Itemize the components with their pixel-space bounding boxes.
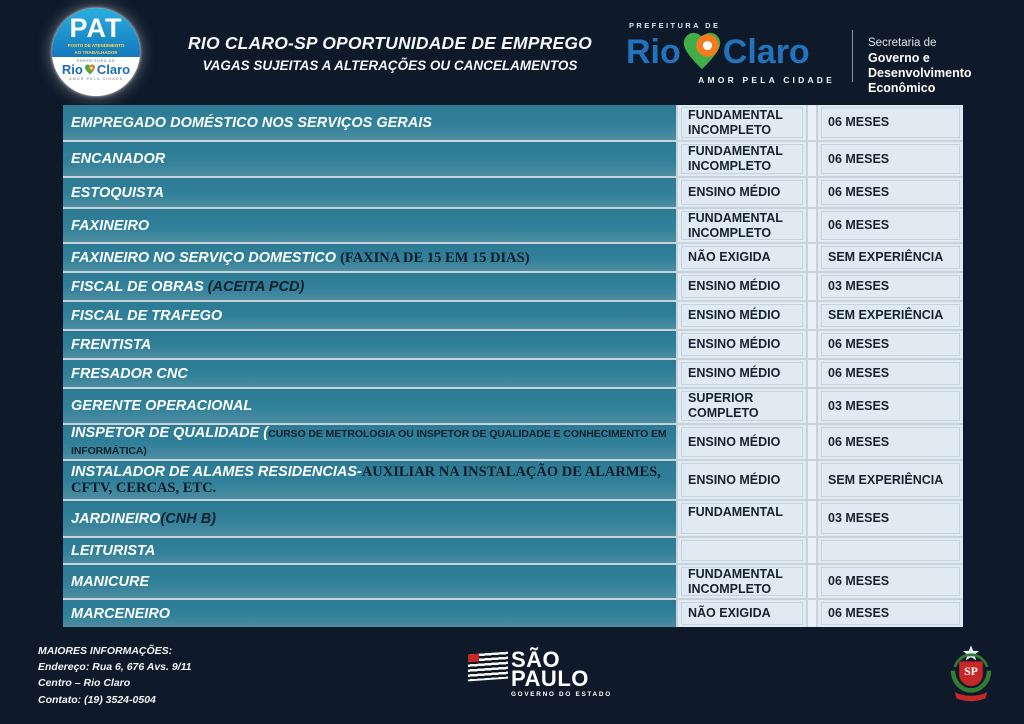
education-cell [678,302,806,329]
job-title: FRENTISTA [71,336,152,353]
table-row [63,565,963,598]
job-line [71,398,252,414]
job-cell [63,461,676,499]
experience-value: 06 MESES [821,427,960,457]
table-row [63,360,963,387]
jobs-table [63,105,963,627]
experience-value: 06 MESES [821,602,960,625]
education-value: NÃO EXIGIDA [681,602,803,625]
experience-cell [818,565,963,598]
experience-cell [818,360,963,387]
table-row [63,302,963,329]
job-cell [63,105,676,140]
job-cell [63,425,676,459]
table-row [63,105,963,140]
column-spacer [808,565,816,598]
contact-info-title: MAIORES INFORMAÇÕES: [38,644,173,657]
job-line [71,308,222,324]
column-spacer [808,273,816,300]
education-cell [678,389,806,423]
job-line [71,115,432,131]
education-value: ENSINO MÉDIO [681,427,803,457]
job-cell [63,501,676,536]
job-cell [63,360,676,387]
education-cell [678,600,806,627]
job-line [71,511,216,527]
coat-of-arms-icon [944,645,998,707]
education-cell [678,461,806,499]
education-value: FUNDAMENTAL INCOMPLETO [681,107,803,138]
pat-logo [52,8,140,96]
job-title: ESTOQUISTA [71,184,164,201]
pat-logo-subtitle-1: POSTO DE ATENDIMENTO [67,43,125,48]
experience-cell [818,178,963,207]
education-cell [678,178,806,207]
job-note: AUXILIAR NA INSTALAÇÃO DE ALARMES, CFTV, CERCAS, ETC. [71,464,661,496]
experience-cell [818,273,963,300]
education-value: ENSINO MÉDIO [681,463,803,497]
education-value: ENSINO MÉDIO [681,275,803,298]
table-row [63,209,963,242]
experience-value: 06 MESES [821,144,960,174]
column-spacer [808,209,816,242]
experience-value: 06 MESES [821,567,960,596]
secretaria-line2: Governo e Desenvolvimento [868,50,972,80]
pat-rio-claro-wordmark [52,63,140,76]
experience-cell [818,600,963,627]
contact-phone: Contato: (19) 3524-0504 [38,693,156,706]
job-cell [63,302,676,329]
education-cell [678,273,806,300]
header-divider [852,30,853,82]
experience-value: 06 MESES [821,333,960,356]
experience-cell [818,244,963,271]
job-title: INSPETOR DE QUALIDADE ( [71,425,269,441]
table-row [63,273,963,300]
job-cell [63,331,676,358]
column-spacer [808,244,816,271]
job-cell [63,244,676,271]
education-value: NÃO EXIGIDA [681,246,803,269]
sao-paulo-coat-of-arms [944,645,998,712]
job-title: EMPREGADO DOMÉSTICO NOS SERVIÇOS GERAIS [71,114,432,131]
table-row [63,389,963,423]
education-value: ENSINO MÉDIO [681,333,803,356]
education-cell [678,360,806,387]
flag-canton [468,653,479,662]
education-cell [678,501,806,536]
sp-line2: PAULO [511,666,589,692]
experience-value: 03 MESES [821,275,960,298]
education-value: ENSINO MÉDIO [681,362,803,385]
education-cell [678,244,806,271]
table-row [63,331,963,358]
table-row [63,461,963,499]
job-title: FAXINEIRO NO SERVIÇO DOMESTICO [71,249,341,266]
job-cell [63,389,676,423]
column-spacer [808,461,816,499]
job-line [71,279,304,295]
education-cell [678,331,806,358]
contact-address: Endereço: Rua 6, 676 Avs. 9/11 [38,661,192,674]
table-row [63,600,963,627]
column-spacer [808,105,816,140]
pat-logo-bottom [52,57,140,96]
pat-logo-top [52,8,140,57]
sao-paulo-gov-text [511,646,612,699]
table-row [63,142,963,176]
column-spacer [808,178,816,207]
pat-tagline: AMOR PELA CIDADE [68,77,124,82]
experience-cell [818,389,963,423]
page-title: RIO CLARO-SP OPORTUNIDADE DE EMPREGO [188,33,592,53]
education-value: ENSINO MÉDIO [681,304,803,327]
job-cell [63,273,676,300]
experience-value: 06 MESES [821,107,960,138]
job-line [71,366,188,382]
job-title: FRESADOR CNC [71,365,188,382]
job-title: GERENTE OPERACIONAL [71,398,253,414]
svg-text:SP: SP [964,665,978,679]
experience-value: 06 MESES [821,211,960,240]
education-cell [678,538,806,563]
pat-logo-title: PAT [69,13,123,43]
column-spacer [808,302,816,329]
job-line [71,574,149,590]
job-line [71,151,165,167]
job-title: ENCANADOR [71,151,166,167]
table-row [63,501,963,536]
job-cell [63,565,676,598]
experience-cell [818,425,963,459]
job-cell [63,178,676,207]
column-spacer [808,360,816,387]
education-value: FUNDAMENTAL INCOMPLETO [681,144,803,174]
job-line [71,543,155,559]
job-title: FISCAL DE TRAFEGO [71,307,223,324]
rio-text: Rio [626,33,681,71]
contact-district: Centro – Rio Claro [38,677,131,690]
experience-value: 06 MESES [821,180,960,205]
job-line [71,606,170,622]
job-cell [63,538,676,563]
experience-value [821,540,960,561]
secretaria-line3: Econômico [868,80,936,95]
job-cell [63,600,676,627]
job-note: (ACEITA PCD) [207,278,305,295]
prefeitura-logo [626,21,841,85]
pat-prefeitura-label: PREFEITURA DE [76,59,116,64]
education-value: FUNDAMENTAL INCOMPLETO [681,567,803,596]
column-spacer [808,389,816,423]
experience-cell [818,142,963,176]
job-line [71,425,670,459]
job-line [71,185,164,201]
sp-line1: SÃO [511,646,561,672]
education-value: SUPERIOR COMPLETO [681,391,803,421]
experience-cell [818,461,963,499]
job-title: FAXINEIRO [71,217,150,234]
education-cell [678,209,806,242]
experience-cell [818,302,963,329]
heart-pin-icon [84,64,96,75]
job-line [71,218,149,234]
table-row [63,538,963,563]
pat-rio-text: Rio [61,62,83,78]
job-title: MANICURE [71,573,150,590]
job-cell [63,142,676,176]
job-cell [63,209,676,242]
prefeitura-tagline: AMOR PELA CIDADE [698,75,835,85]
experience-cell [818,331,963,358]
table-row [63,178,963,207]
pat-logo-subtitle-2: AO TRABALHADOR [74,49,118,55]
experience-value: SEM EXPERIÊNCIA [821,304,960,327]
page-subtitle: VAGAS SUJEITAS A ALTERAÇÕES OU CANCELAMENTOS [202,58,578,73]
experience-cell [818,209,963,242]
education-cell [678,425,806,459]
education-value: ENSINO MÉDIO [681,180,803,205]
column-spacer [808,538,816,563]
sao-paulo-gov-logo [468,646,612,699]
column-spacer [808,142,816,176]
experience-cell [818,538,963,563]
education-value: FUNDAMENTAL INCOMPLETO [681,211,803,240]
prefeitura-label: PREFEITURA DE [629,21,721,30]
heart-pin-icon [679,31,725,71]
sp-line3: GOVERNO DO ESTADO [511,691,612,699]
column-spacer [808,331,816,358]
secretaria-block [868,37,1024,96]
pat-claro-text: Claro [96,62,131,78]
column-spacer [808,600,816,627]
rio-claro-wordmark [626,31,841,73]
experience-value: 03 MESES [821,503,960,534]
job-title: FISCAL DE OBRAS [71,278,208,295]
job-note: CURSO DE METROLOGIA OU INSPETOR DE QUALIDADE E CONHECIMENTO EM INFORMÁTICA) [71,428,667,457]
column-spacer [808,425,816,459]
education-value: FUNDAMENTAL [681,503,803,534]
experience-cell [818,501,963,536]
experience-value: SEM EXPERIÊNCIA [821,463,960,497]
job-title: JARDINEIRO [71,510,161,527]
table-row [63,244,963,271]
job-line [71,250,530,266]
education-value [681,540,803,561]
table-row [63,425,963,459]
jobs-table-body [63,105,963,627]
experience-value: SEM EXPERIÊNCIA [821,246,960,269]
experience-value: 06 MESES [821,362,960,385]
secretaria-line1: Secretaria de [868,37,937,49]
experience-cell [818,105,963,140]
job-note: (FAXINA DE 15 EM 15 DIAS) [340,249,530,266]
education-cell [678,565,806,598]
education-cell [678,105,806,140]
job-title: INSTALADOR DE ALAMES RESIDENCIAS- [71,464,362,480]
claro-text: Claro [722,33,810,71]
job-title: MARCENEIRO [71,605,171,622]
experience-value: 03 MESES [821,391,960,421]
contact-info [38,643,192,708]
job-line [71,337,151,353]
job-note: (CNH B) [160,510,217,527]
education-cell [678,142,806,176]
column-spacer [808,501,816,536]
job-line [71,464,670,496]
job-title: LEITURISTA [71,542,156,559]
page-title-block [168,33,612,73]
sao-paulo-flag-icon [468,651,508,681]
